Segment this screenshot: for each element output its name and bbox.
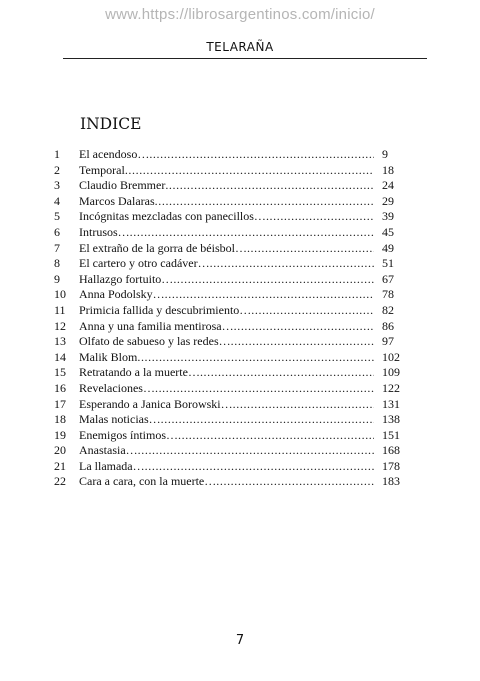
running-head: TELARAÑA — [206, 40, 274, 54]
chapter-title: Retratando a la muerte… ..... — [79, 365, 374, 381]
toc-entry — [50, 334, 420, 350]
toc-entry — [50, 256, 420, 272]
table-of-contents — [50, 147, 420, 490]
chapter-page: 97 — [382, 334, 394, 349]
chapter-page: 39 — [382, 209, 394, 224]
chapter-page: 109 — [382, 365, 400, 380]
chapter-number: 4 — [54, 193, 60, 208]
chapter-page: 168 — [382, 443, 400, 458]
chapter-number: 17 — [54, 396, 66, 411]
chapter-title: Marcos Dalaras ..... — [79, 194, 374, 210]
chapter-page: 78 — [382, 287, 394, 302]
chapter-title: Anna y una familia mentirosa… ..... — [79, 319, 374, 335]
toc-entry — [50, 241, 420, 257]
chapter-number: 15 — [54, 365, 66, 380]
toc-entry — [50, 225, 420, 241]
toc-entry — [50, 365, 420, 381]
watermark-url: www.https://librosargentinos.com/inicio/ — [105, 6, 375, 23]
chapter-page: 45 — [382, 224, 394, 239]
chapter-number: 22 — [54, 474, 66, 489]
chapter-title: Intrusos… ..... — [79, 225, 374, 241]
chapter-number: 3 — [54, 178, 60, 193]
toc-entry — [50, 412, 420, 428]
chapter-page: 24 — [382, 178, 394, 193]
chapter-number: 19 — [54, 427, 66, 442]
chapter-number: 9 — [54, 271, 60, 286]
toc-entry — [50, 272, 420, 288]
toc-entry — [50, 194, 420, 210]
chapter-number: 6 — [54, 224, 60, 239]
chapter-number: 13 — [54, 334, 66, 349]
toc-entry — [50, 350, 420, 366]
chapter-title: Anna Podolsky… ..... — [79, 287, 374, 303]
chapter-page: 29 — [382, 193, 394, 208]
chapter-page: 51 — [382, 256, 394, 271]
chapter-number: 1 — [54, 147, 60, 161]
chapter-title: La llamada… ..... — [79, 459, 374, 475]
chapter-number: 21 — [54, 458, 66, 473]
toc-entry — [50, 303, 420, 319]
chapter-number: 10 — [54, 287, 66, 302]
toc-entry — [50, 381, 420, 397]
chapter-page: 67 — [382, 271, 394, 286]
chapter-number: 20 — [54, 443, 66, 458]
toc-entry — [50, 443, 420, 459]
chapter-title: Incógnitas mezcladas con panecillos… ..... — [79, 209, 374, 225]
chapter-title: Olfato de sabueso y las redes… ..... — [79, 334, 374, 350]
chapter-title: Esperando a Janica Borowski… ..... — [79, 397, 374, 413]
chapter-title: Anastasia… ..... — [79, 443, 374, 459]
chapter-number: 16 — [54, 380, 66, 395]
chapter-number: 5 — [54, 209, 60, 224]
chapter-number: 14 — [54, 349, 66, 364]
chapter-page: 49 — [382, 240, 394, 255]
chapter-title: Malas noticias… ..... — [79, 412, 374, 428]
chapter-title: Hallazgo fortuito… ..... — [79, 272, 374, 288]
chapter-title: Primicia fallida y descubrimiento… ..... — [79, 303, 374, 319]
chapter-page: 82 — [382, 302, 394, 317]
toc-entry — [50, 209, 420, 225]
chapter-page: 138 — [382, 412, 400, 427]
chapter-title: Revelaciones… ..... — [79, 381, 374, 397]
chapter-page: 131 — [382, 396, 400, 411]
chapter-number: 12 — [54, 318, 66, 333]
toc-entry — [50, 428, 420, 444]
chapter-page: 18 — [382, 162, 394, 177]
chapter-title: Enemigos íntimos… ..... — [79, 428, 374, 444]
toc-entry — [50, 287, 420, 303]
chapter-number: 2 — [54, 162, 60, 177]
toc-title: INDICE — [80, 115, 142, 133]
chapter-page: 151 — [382, 427, 400, 442]
header-rule — [63, 58, 427, 59]
chapter-title: Malik Blom ..... — [79, 350, 374, 366]
chapter-title: Cara a cara, con la muerte… ..... — [79, 474, 374, 490]
chapter-title: Claudio Bremmer ..... — [79, 178, 374, 194]
chapter-page: 9 — [382, 147, 388, 161]
chapter-page: 102 — [382, 349, 400, 364]
chapter-title: El acendoso… ..... — [79, 147, 374, 163]
chapter-number: 18 — [54, 412, 66, 427]
chapter-number: 11 — [54, 302, 66, 317]
chapter-title: Temporal ..... — [79, 163, 374, 179]
page-number: 7 — [235, 633, 245, 648]
toc-entry — [50, 474, 420, 490]
chapter-title: El extraño de la gorra de béisbol… ..... — [79, 241, 374, 257]
toc-entry — [50, 397, 420, 413]
toc-entry — [50, 319, 420, 335]
chapter-number: 7 — [54, 240, 60, 255]
toc-entry — [50, 147, 420, 163]
chapter-page: 122 — [382, 380, 400, 395]
chapter-page: 86 — [382, 318, 394, 333]
chapter-number: 8 — [54, 256, 60, 271]
toc-entry — [50, 459, 420, 475]
toc-entry — [50, 178, 420, 194]
chapter-title: El cartero y otro cadáver… ..... — [79, 256, 374, 272]
chapter-page: 178 — [382, 458, 400, 473]
toc-entry — [50, 163, 420, 179]
chapter-page: 183 — [382, 474, 400, 489]
